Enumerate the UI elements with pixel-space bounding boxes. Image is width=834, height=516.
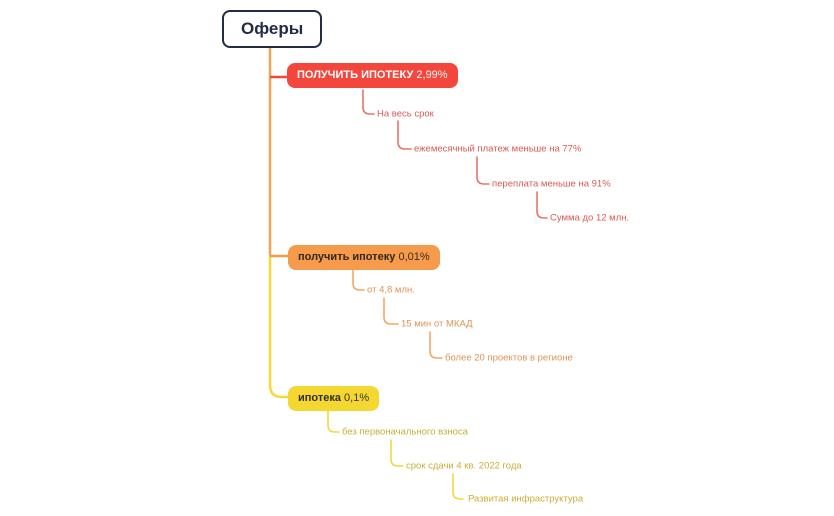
leaf-label[interactable]: от 4,8 млн. — [367, 284, 415, 296]
branch-node-title: получить ипотеку — [298, 251, 396, 263]
leaf-label[interactable]: более 20 проектов в регионе — [445, 352, 573, 364]
branch-node-mortgage-0-01[interactable] — [288, 245, 440, 270]
branch-2-item-2-connector — [384, 298, 398, 324]
branch-node-title: ПОЛУЧИТЬ ИПОТЕКУ — [297, 69, 414, 81]
branch-3-item-3-connector — [453, 474, 463, 499]
branch-node-rate: 2,99% — [416, 69, 448, 81]
branch-node-mortgage-0-1[interactable] — [288, 386, 379, 411]
branch-1-item-4-connector — [537, 192, 547, 218]
leaf-label[interactable]: На весь срок — [377, 108, 434, 120]
branch-1-item-2-connector — [398, 121, 411, 149]
branch-2-item-1-connector — [353, 268, 364, 290]
leaf-label[interactable]: Развитая инфраструктура — [468, 493, 584, 505]
leaf-label[interactable]: 15 мин от МКАД — [401, 318, 473, 330]
branch-node-title: ипотека — [298, 392, 341, 404]
leaf-label[interactable]: переплата меньше на 91% — [492, 178, 611, 190]
root-node[interactable] — [222, 10, 322, 48]
trunk-line-lower — [270, 256, 288, 397]
leaf-label[interactable]: ежемесячный платеж меньше на 77% — [414, 143, 582, 155]
root-node-label: Оферы — [241, 19, 304, 38]
leaf-label[interactable]: Сумма до 12 млн. — [550, 212, 630, 224]
branch-3-item-2-connector — [391, 440, 403, 466]
branch-3-item-1-connector — [328, 410, 339, 432]
branch-node-mortgage-2-99[interactable] — [287, 63, 458, 88]
branch-node-rate: 0,01% — [398, 251, 430, 263]
branch-2-item-3-connector — [430, 332, 442, 358]
branch-node-rate: 0,1% — [344, 392, 370, 404]
branch-1-item-1-connector — [363, 90, 374, 114]
branch-1-item-3-connector — [477, 157, 489, 184]
leaf-label[interactable]: срок сдачи 4 кв. 2022 года — [406, 460, 522, 472]
leaf-label[interactable]: без первоначального взноса — [342, 426, 468, 438]
